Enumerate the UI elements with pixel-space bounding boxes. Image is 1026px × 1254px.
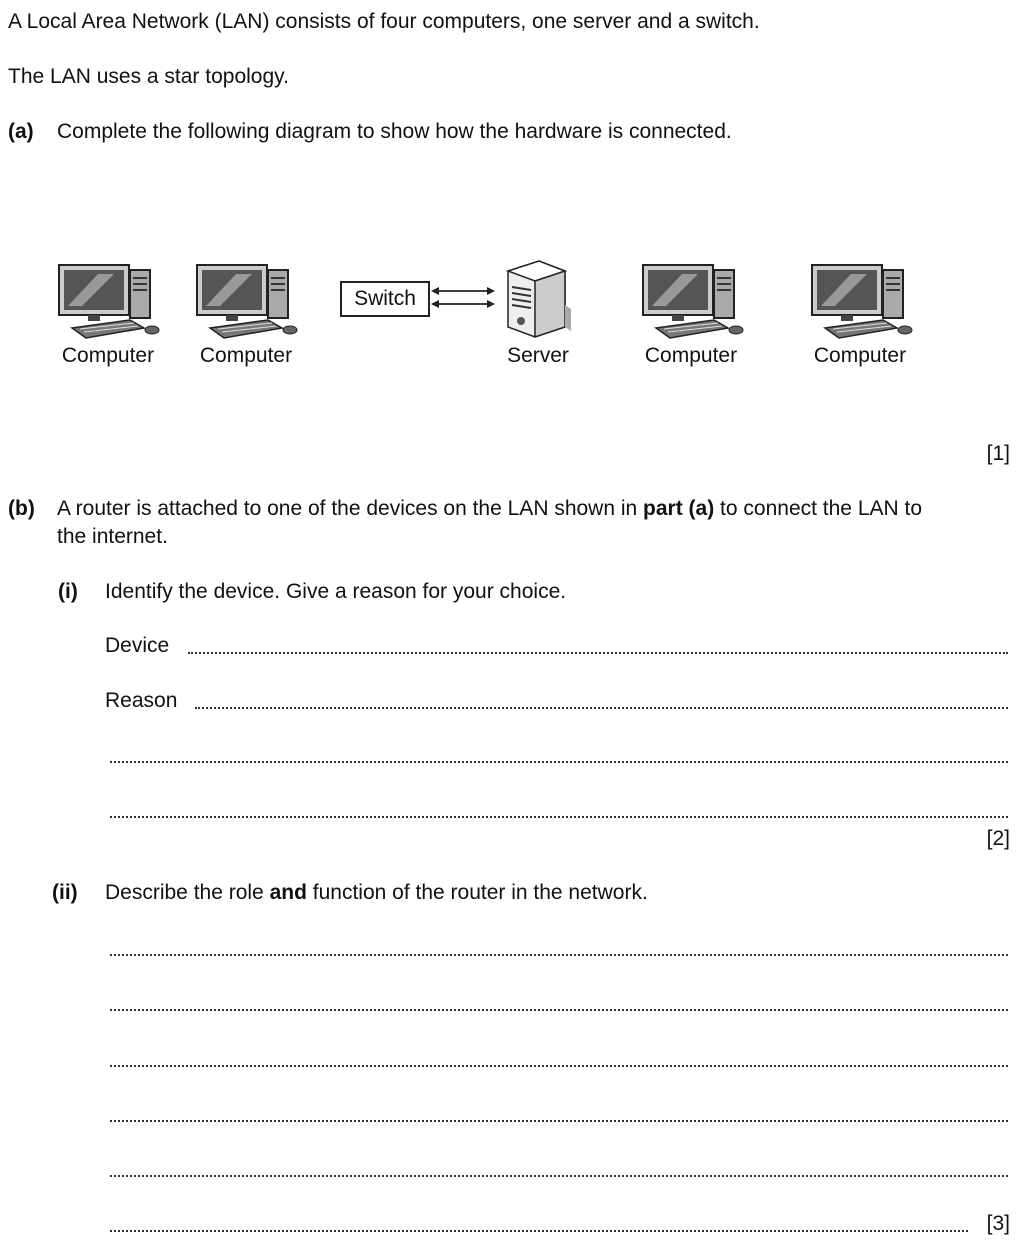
answer-line[interactable] (110, 761, 1008, 763)
computer-icon (196, 262, 300, 340)
device-label: Computer (199, 344, 293, 367)
server-icon (503, 257, 573, 339)
device-label: Computer (644, 344, 738, 367)
sub-ii-question: Describe the role and function of the router in the network. (105, 881, 648, 904)
computer-icon (58, 262, 162, 340)
sub-i-label: (i) (58, 580, 78, 603)
part-b-question-line-2: the internet. (57, 525, 168, 548)
answer-line[interactable] (110, 1065, 1008, 1067)
device-label: Computer (61, 344, 155, 367)
sub-ii-marks: [3] (986, 1212, 1010, 1235)
sub-ii-label: (ii) (52, 881, 78, 904)
reason-answer-label: Reason (105, 689, 178, 712)
reason-answer-line[interactable] (195, 707, 1008, 709)
computer-icon (811, 262, 915, 340)
part-a-label: (a) (8, 120, 34, 143)
part-a-marks: [1] (986, 442, 1010, 465)
device-label: Computer (813, 344, 907, 367)
answer-line[interactable] (110, 816, 1008, 818)
answer-line[interactable] (110, 1230, 968, 1232)
intro-line-2: The LAN uses a star topology. (8, 65, 289, 88)
part-a-question: Complete the following diagram to show how the hardware is connected. (57, 120, 732, 143)
device-answer-line[interactable] (188, 652, 1008, 654)
answer-line[interactable] (110, 1009, 1008, 1011)
part-b-label: (b) (8, 497, 35, 520)
part-b-question: A router is attached to one of the devices on the LAN shown in part (a) to connect the LAN to (57, 497, 923, 520)
double-arrow-icon (431, 284, 495, 318)
intro-line-1: A Local Area Network (LAN) consists of four computers, one server and a switch. (8, 10, 760, 33)
sub-i-marks: [2] (986, 827, 1010, 850)
answer-line[interactable] (110, 1175, 1008, 1177)
answer-line[interactable] (110, 954, 1008, 956)
computer-icon (642, 262, 746, 340)
device-label: Server (507, 344, 569, 367)
switch-box: Switch (340, 281, 430, 317)
sub-i-question: Identify the device. Give a reason for your choice. (105, 580, 567, 603)
device-answer-label: Device (105, 634, 170, 657)
answer-line[interactable] (110, 1120, 1008, 1122)
